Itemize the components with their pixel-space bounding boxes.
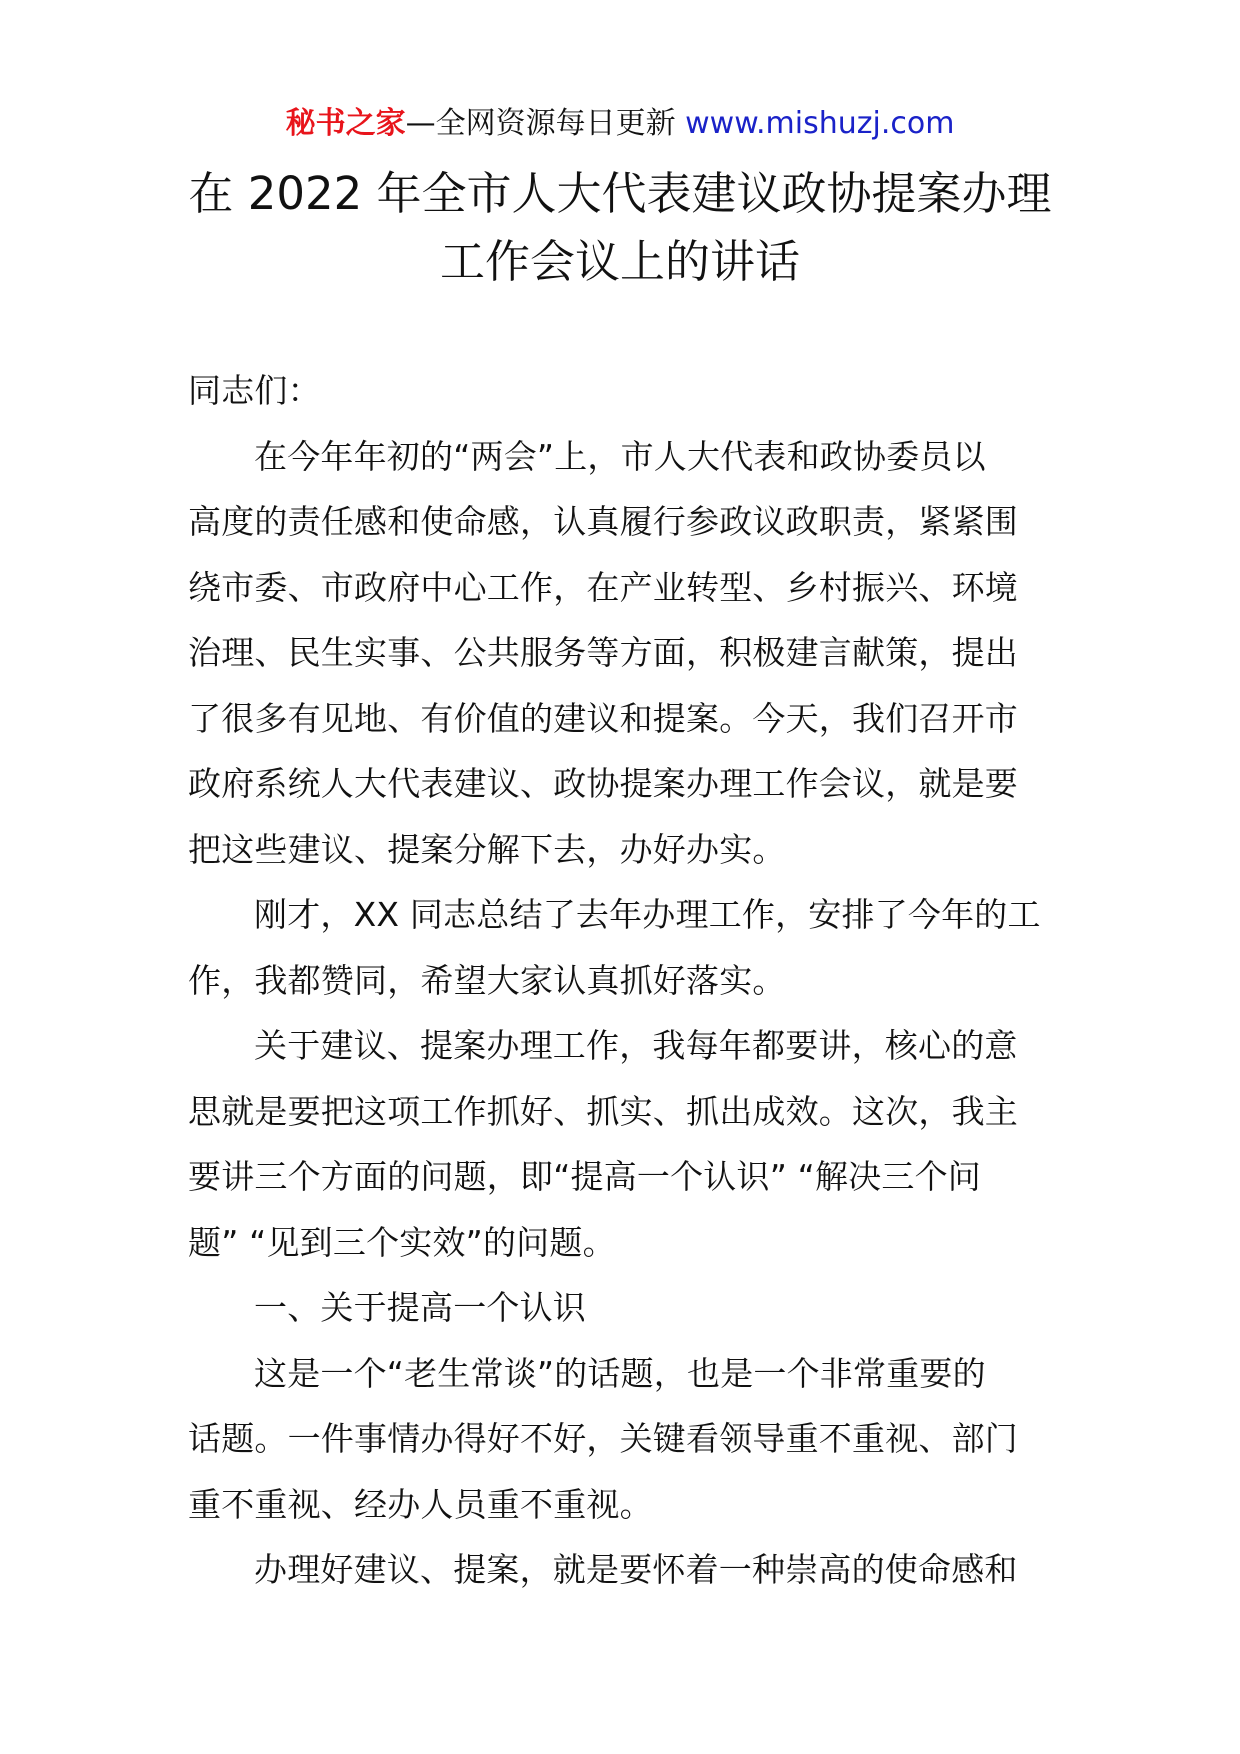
paragraph-line: 思就是要把这项工作抓好、抓实、抓出成效。这次，我主 [188, 1091, 1018, 1131]
paragraph-line: 重不重视、经办人员重不重视。 [188, 1484, 653, 1524]
document-body [188, 358, 1058, 1603]
paragraph-line: 办理好建议、提案，就是要怀着一种崇高的使命感和 [254, 1550, 1018, 1589]
paragraph-line: 关于建议、提案办理工作，我每年都要讲，核心的意 [254, 1026, 1018, 1065]
salutation: 同志们： [188, 371, 321, 410]
paragraph-line: 高度的责任感和使命感，认真履行参政议政职责，紧紧围 [188, 502, 1018, 541]
paragraph-line: 作，我都赞同，希望大家认真抓好落实。 [188, 960, 786, 1000]
paragraph-line: 题” “见到三个实效”的问题。 [188, 1222, 616, 1262]
paragraph-line: 政府系统人大代表建议、政协提案办理工作会议，就是要 [188, 764, 1018, 803]
section-heading: 一、关于提高一个认识 [254, 1288, 586, 1327]
paragraph-line: 要讲三个方面的问题，即“提高一个认识” “解决三个问 [188, 1157, 981, 1196]
document-title [150, 160, 1090, 296]
paragraph-line: 治理、民生实事、公共服务等方面，积极建言献策，提出 [188, 633, 1018, 672]
paragraph-line: 了很多有见地、有价值的建议和提案。今天，我们召开市 [188, 698, 1018, 738]
paragraph-line: 绕市委、市政府中心工作，在产业转型、乡村振兴、环境 [188, 567, 1018, 607]
paragraph-line: 在今年年初的“两会”上，市人大代表和政协委员以 [254, 436, 986, 476]
title-line: 工作会议上的讲话 [439, 235, 800, 288]
header-tagline: —全网资源每日更新 [405, 106, 686, 141]
paragraph-line: 这是一个“老生常谈”的话题，也是一个非常重要的 [254, 1353, 986, 1393]
paragraph-line: 刚才，XX 同志总结了去年办理工作，安排了今年的工 [254, 895, 1041, 934]
watermark-header [0, 104, 1240, 144]
paragraph-line: 把这些建议、提案分解下去，办好办实。 [188, 829, 786, 869]
title-line: 在 2022 年全市人大代表建议政协提案办理 [188, 167, 1052, 220]
brand-name: 秘书之家 [285, 106, 406, 141]
paragraph-line: 话题。一件事情办得好不好，关键看领导重不重视、部门 [188, 1419, 1018, 1458]
website-url[interactable]: www.mishuzj.com [685, 106, 955, 141]
